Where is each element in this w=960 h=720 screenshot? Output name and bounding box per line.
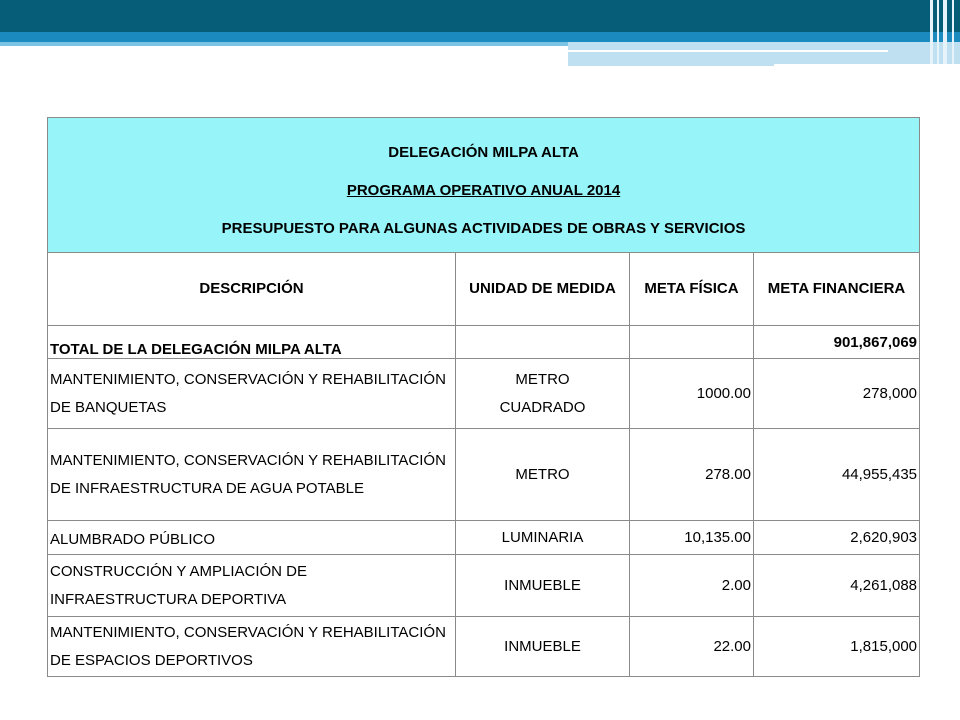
budget-table: [47, 117, 920, 677]
row-unidad: INMUEBLE: [456, 617, 630, 677]
slide-accent-stripe: [0, 42, 570, 46]
row-meta-financiera: 2,620,903: [754, 521, 920, 555]
row-descripcion: MANTENIMIENTO, CONSERVACIÓN Y REHABILITACIÓN DE BANQUETAS: [48, 359, 456, 429]
row-meta-financiera: 44,955,435: [754, 429, 920, 521]
total-meta-fisica: [630, 326, 754, 359]
col-header-unidad: UNIDAD DE MEDIDA: [456, 253, 630, 326]
row-descripcion: MANTENIMIENTO, CONSERVACIÓN Y REHABILITACIÓN DE INFRAESTRUCTURA DE AGUA POTABLE: [48, 429, 456, 521]
row-meta-fisica: 10,135.00: [630, 521, 754, 555]
total-label: TOTAL DE LA DELEGACIÓN MILPA ALTA: [48, 326, 456, 359]
slide-corner-decoration: [928, 0, 960, 64]
table-row: [48, 429, 920, 521]
row-unidad: LUMINARIA: [456, 521, 630, 555]
row-meta-fisica: 278.00: [630, 429, 754, 521]
row-meta-fisica: 1000.00: [630, 359, 754, 429]
title-delegacion: DELEGACIÓN MILPA ALTA: [388, 144, 579, 161]
total-row: [48, 326, 920, 359]
slide-header-band: [0, 0, 960, 32]
col-header-descripcion: DESCRIPCIÓN: [48, 253, 456, 326]
table-title: [48, 118, 920, 253]
row-meta-financiera: 4,261,088: [754, 555, 920, 617]
slide-accent-band: [0, 32, 960, 42]
slide-accent-line: [568, 64, 774, 66]
slide-accent-block: [568, 42, 960, 64]
column-header-row: [48, 253, 920, 326]
col-header-meta-fisica: META FÍSICA: [630, 253, 754, 326]
table-row: [48, 555, 920, 617]
row-descripcion: ALUMBRADO PÚBLICO: [48, 521, 456, 555]
row-unidad: INMUEBLE: [456, 555, 630, 617]
row-descripcion: MANTENIMIENTO, CONSERVACIÓN Y REHABILITACIÓN DE ESPACIOS DEPORTIVOS: [48, 617, 456, 677]
table-row: [48, 521, 920, 555]
title-presupuesto: PRESUPUESTO PARA ALGUNAS ACTIVIDADES DE OBRAS Y SERVICIOS: [221, 220, 746, 237]
table-row: [48, 617, 920, 677]
row-unidad: METRO CUADRADO: [456, 359, 630, 429]
col-header-meta-financiera: META FINANCIERA: [754, 253, 920, 326]
row-meta-fisica: 22.00: [630, 617, 754, 677]
row-unidad: METRO: [456, 429, 630, 521]
table-title-row: [48, 118, 920, 253]
slide-accent-line: [568, 50, 888, 52]
row-meta-financiera: 278,000: [754, 359, 920, 429]
table-row: [48, 359, 920, 429]
row-meta-financiera: 1,815,000: [754, 617, 920, 677]
title-programa: PROGRAMA OPERATIVO ANUAL 2014: [346, 182, 621, 199]
total-value: 901,867,069: [754, 326, 920, 359]
row-meta-fisica: 2.00: [630, 555, 754, 617]
total-unidad: [456, 326, 630, 359]
row-descripcion: CONSTRUCCIÓN Y AMPLIACIÓN DE INFRAESTRUCTURA DEPORTIVA: [48, 555, 456, 617]
